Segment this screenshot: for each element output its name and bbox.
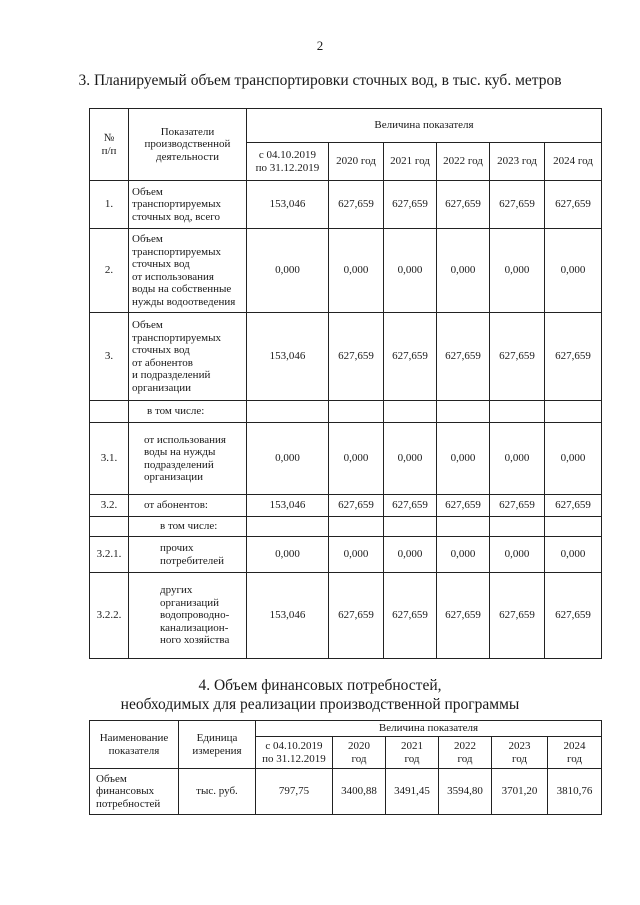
- row-value: 627,659: [384, 495, 437, 517]
- table-row: [90, 313, 602, 401]
- row-value: [490, 401, 545, 423]
- row-indicator: [129, 573, 247, 659]
- table-row: [90, 181, 602, 229]
- header-row: [90, 109, 602, 143]
- header-year-line: год: [511, 752, 528, 765]
- header-year: [386, 737, 439, 769]
- header-period: [256, 737, 333, 769]
- row-value: [437, 401, 490, 423]
- row-indicator-line: от использования: [132, 270, 214, 283]
- header-unit: [179, 721, 256, 769]
- row-indicator-line: транспортируемых: [132, 198, 221, 211]
- row-value: 0,000: [247, 229, 329, 313]
- row-number: 3.: [90, 313, 129, 401]
- row-indicator: [129, 517, 247, 537]
- transport-volume-table: [89, 108, 602, 659]
- row-indicator-line: организации: [132, 381, 192, 394]
- row-value: 3810,76: [548, 769, 602, 815]
- row-value: 0,000: [384, 423, 437, 495]
- row-indicator-line: Объем: [96, 772, 127, 785]
- row-indicator-line: от абонентов:: [144, 499, 208, 512]
- row-indicator-line: транспортируемых: [132, 331, 221, 344]
- row-value: 153,046: [247, 495, 329, 517]
- header-num-line: п/п: [101, 144, 117, 157]
- row-value: 627,659: [490, 495, 545, 517]
- header-period: [247, 143, 329, 181]
- row-value: 627,659: [545, 181, 602, 229]
- row-indicator-line: канализацион-: [160, 621, 229, 634]
- row-value: 0,000: [545, 537, 602, 573]
- row-value: [247, 401, 329, 423]
- row-value: 3400,88: [333, 769, 386, 815]
- section-4-title-line-1: 4. Объем финансовых потребностей,: [198, 677, 442, 694]
- row-value: 0,000: [437, 423, 490, 495]
- row-value: [384, 401, 437, 423]
- row-indicator-line: от использования: [144, 433, 226, 446]
- header-indicator: [129, 109, 247, 181]
- header-value-group: Величина показателя: [247, 109, 602, 143]
- row-value: [329, 401, 384, 423]
- row-value: [545, 517, 602, 537]
- header-year: [492, 737, 548, 769]
- header-year-line: год: [457, 752, 473, 765]
- header-year-line: год: [566, 752, 583, 765]
- row-value: 0,000: [490, 229, 545, 313]
- row-number: 1.: [90, 181, 129, 229]
- row-number: [90, 401, 129, 423]
- header-year-line: год: [351, 752, 367, 765]
- row-value: 153,046: [247, 573, 329, 659]
- header-name-line: Наименование: [99, 732, 169, 744]
- row-value: [490, 517, 545, 537]
- row-value: 627,659: [490, 181, 545, 229]
- table-row: [90, 229, 602, 313]
- row-unit: тыс. руб.: [179, 769, 256, 815]
- row-number: [90, 517, 129, 537]
- row-value: 627,659: [329, 313, 384, 401]
- row-value: 153,046: [247, 181, 329, 229]
- row-indicator-line: нужды водоотведения: [132, 295, 236, 308]
- row-indicator-line: от абонентов: [132, 356, 193, 369]
- row-value: 0,000: [545, 229, 602, 313]
- header-year: 2021 год: [384, 143, 437, 181]
- row-value: 0,000: [490, 537, 545, 573]
- row-value: 797,75: [256, 769, 333, 815]
- header-num-line: №: [103, 132, 115, 144]
- row-indicator-line: в том числе:: [160, 520, 218, 533]
- financial-needs-table: [89, 720, 602, 815]
- header-year: 2020 год: [329, 143, 384, 181]
- row-value: 3594,80: [439, 769, 492, 815]
- header-row: [90, 721, 602, 737]
- row-value: 627,659: [437, 313, 490, 401]
- row-indicator-line: Объем: [132, 185, 163, 198]
- row-number: 3.2.1.: [90, 537, 129, 573]
- row-value: 627,659: [437, 181, 490, 229]
- row-indicator: [129, 423, 247, 495]
- row-indicator-line: потребителей: [160, 554, 224, 567]
- row-indicator-line: сточных вод: [132, 258, 190, 270]
- section-3-title: 3. Планируемый объем транспортировки сточных вод, в тыс. куб. метров: [78, 72, 562, 89]
- header-name-line: показателя: [108, 744, 160, 757]
- header-period-line: с 04.10.2019: [265, 740, 323, 752]
- page-number: 2: [316, 38, 324, 53]
- table-row: [90, 573, 602, 659]
- header-period-line: с 04.10.2019: [258, 149, 317, 161]
- row-indicator-line: других: [160, 584, 193, 597]
- header-year: [439, 737, 492, 769]
- row-indicator: [90, 769, 179, 815]
- header-year: [333, 737, 386, 769]
- row-indicator-line: финансовых: [96, 785, 155, 798]
- row-value: 0,000: [247, 537, 329, 573]
- row-indicator-line: прочих: [160, 542, 194, 554]
- row-value: 627,659: [490, 313, 545, 401]
- header-year-line: 2023: [508, 740, 531, 752]
- row-value: 0,000: [490, 423, 545, 495]
- row-value: 153,046: [247, 313, 329, 401]
- header-value-group: Величина показателя: [256, 721, 602, 737]
- row-value: 627,659: [329, 573, 384, 659]
- row-value: 627,659: [545, 573, 602, 659]
- row-value: 627,659: [384, 313, 437, 401]
- row-indicator: [129, 537, 247, 573]
- row-value: 0,000: [384, 537, 437, 573]
- row-value: 0,000: [247, 423, 329, 495]
- header-year-line: 2020: [348, 740, 370, 752]
- row-value: 0,000: [437, 537, 490, 573]
- row-number: 3.1.: [90, 423, 129, 495]
- header-indicator-line: деятельности: [156, 150, 219, 163]
- row-value: 627,659: [437, 573, 490, 659]
- table-row: [90, 537, 602, 573]
- header-period-line: по 31.12.2019: [262, 752, 326, 765]
- row-number: 3.2.: [90, 495, 129, 517]
- row-indicator-line: водопроводно-: [160, 609, 230, 622]
- row-value: 627,659: [545, 495, 602, 517]
- row-value: [437, 517, 490, 537]
- row-indicator-line: воды на собственные: [132, 283, 232, 295]
- header-unit-line: Единица: [196, 732, 238, 744]
- header-year-line: год: [404, 752, 420, 765]
- row-value: [247, 517, 329, 537]
- header-period-line: по 31.12.2019: [255, 161, 320, 174]
- row-value: 3701,20: [492, 769, 548, 815]
- header-indicator-line: Показатели: [160, 125, 215, 138]
- header-name: [90, 721, 179, 769]
- table-row: [90, 517, 602, 537]
- row-value: 627,659: [490, 573, 545, 659]
- header-num: [90, 109, 129, 181]
- header-year: [548, 737, 602, 769]
- row-value: 627,659: [384, 573, 437, 659]
- row-value: 627,659: [384, 181, 437, 229]
- header-year-line: 2021: [401, 740, 423, 752]
- header-year: 2023 год: [490, 143, 545, 181]
- header-unit-line: измерения: [192, 744, 242, 757]
- row-value: 0,000: [437, 229, 490, 313]
- row-value: 0,000: [384, 229, 437, 313]
- header-year-line: 2022: [454, 740, 476, 752]
- table-row: [90, 423, 602, 495]
- row-indicator-line: ного хозяйства: [160, 634, 230, 647]
- row-indicator-line: в том числе:: [147, 405, 205, 418]
- row-indicator-line: и подразделений: [132, 369, 211, 381]
- row-indicator-line: организаций: [160, 596, 220, 609]
- row-indicator-line: Объем: [132, 233, 163, 245]
- row-number: 2.: [90, 229, 129, 313]
- row-indicator: [129, 495, 247, 517]
- row-value: 0,000: [545, 423, 602, 495]
- row-indicator-line: Объем: [132, 319, 163, 331]
- row-indicator-line: воды на нужды: [144, 446, 216, 458]
- table-row: [90, 495, 602, 517]
- table-row: [90, 769, 602, 815]
- header-year-line: 2024: [563, 740, 586, 752]
- header-indicator-line: производственной: [144, 138, 231, 151]
- header-year: 2024 год: [545, 143, 602, 181]
- row-value: 0,000: [329, 229, 384, 313]
- row-value: 627,659: [329, 181, 384, 229]
- row-indicator-line: сточных вод, всего: [132, 210, 220, 223]
- row-value: [329, 517, 384, 537]
- row-value: 0,000: [329, 423, 384, 495]
- row-indicator: [129, 181, 247, 229]
- row-value: 627,659: [545, 313, 602, 401]
- table-row: [90, 401, 602, 423]
- row-value: [545, 401, 602, 423]
- row-indicator-line: потребностей: [96, 797, 161, 810]
- section-4-title: [0, 676, 640, 714]
- row-value: [384, 517, 437, 537]
- row-indicator-line: сточных вод: [132, 344, 190, 356]
- row-value: 627,659: [329, 495, 384, 517]
- row-indicator-line: организации: [144, 471, 204, 483]
- row-value: 627,659: [437, 495, 490, 517]
- row-value: 3491,45: [386, 769, 439, 815]
- row-indicator: [129, 401, 247, 423]
- section-4-title-line-2: необходимых для реализации производственной программы: [120, 696, 520, 713]
- row-indicator: [129, 313, 247, 401]
- row-value: 0,000: [329, 537, 384, 573]
- row-indicator: [129, 229, 247, 313]
- row-number: 3.2.2.: [90, 573, 129, 659]
- header-year: 2022 год: [437, 143, 490, 181]
- row-indicator-line: подразделений: [144, 458, 214, 471]
- row-indicator-line: транспортируемых: [132, 245, 221, 258]
